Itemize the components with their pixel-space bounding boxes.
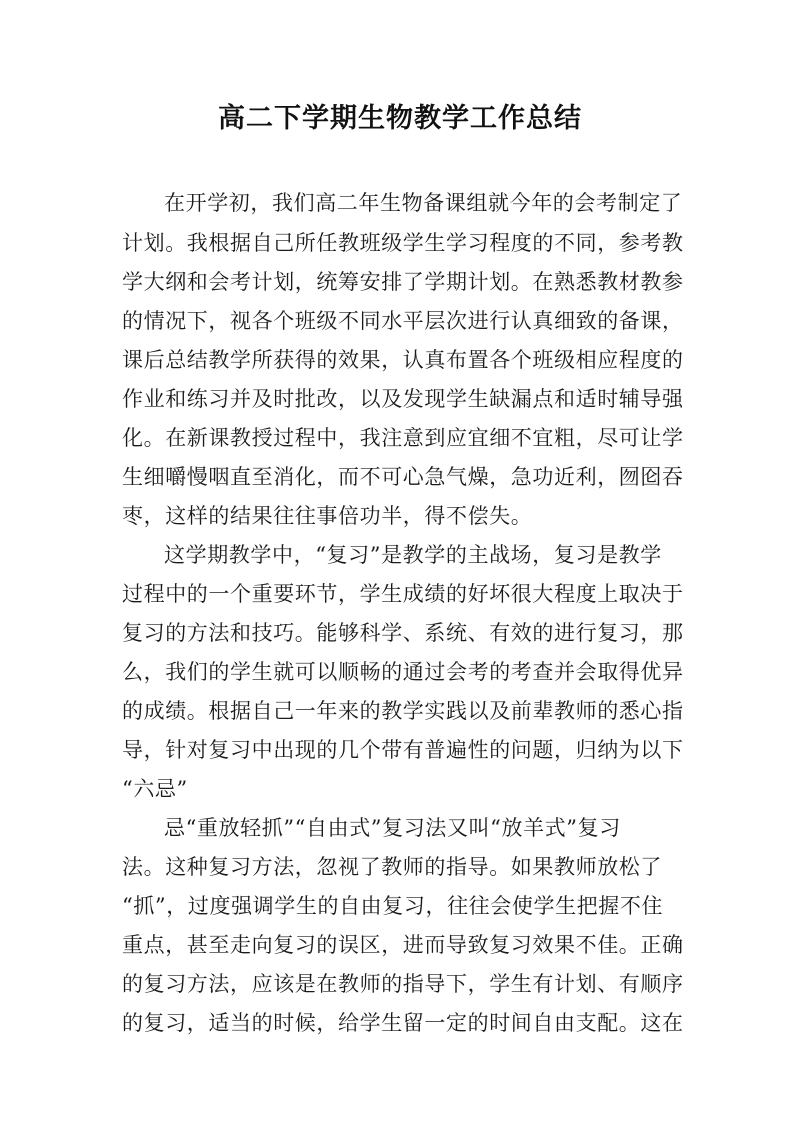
paragraph-1-line-9: 枣，这样的结果往往事倍功半，得不偿失。 — [122, 504, 533, 528]
paragraph-2-line-1: 这学期教学中，“复习”是教学的主战场，复习是教学 — [164, 543, 662, 567]
paragraph-1-line-1: 在开学初，我们高二年生物备课组就今年的会考制定了 — [164, 191, 683, 215]
paragraph-1-line-8: 生细嚼慢咽直至消化，而不可心急气燥，急功近利，囫囵吞 — [122, 465, 684, 489]
document-title: 高二下学期生物教学工作总结 — [218, 103, 582, 134]
paragraph-1-line-6: 作业和练习并及时批改，以及发现学生缺漏点和适时辅导强 — [122, 387, 684, 411]
paragraph-1-line-7: 化。在新课教授过程中，我注意到应宜细不宜粗，尽可让学 — [122, 426, 684, 450]
paragraph-1-line-2: 计划。我根据自己所任教班级学生学习程度的不同，参考教 — [122, 231, 684, 255]
paragraph-3-line-4: 重点，甚至走向复习的误区，进而导致复习效果不佳。正确 — [122, 933, 684, 957]
paragraph-1-line-3: 学大纲和会考计划，统筹安排了学期计划。在熟悉教材教参 — [122, 270, 684, 294]
paragraph-2-line-7: “六忌” — [122, 777, 188, 801]
paragraph-2-line-3: 复习的方法和技巧。能够科学、系统、有效的进行复习，那 — [122, 621, 684, 645]
paragraph-2-line-5: 的成绩。根据自己一年来的教学实践以及前辈教师的悉心指 — [122, 699, 684, 723]
paragraph-3-line-5: 的复习方法，应该是在教师的指导下，学生有计划、有顺序 — [122, 972, 684, 996]
paragraph-3-line-6: 的复习，适当的时候，给学生留一定的时间自由支配。这在 — [122, 1011, 684, 1035]
paragraph-2-line-4: 么，我们的学生就可以顺畅的通过会考的考查并会取得优异 — [122, 660, 684, 684]
paragraph-1-line-4: 的情况下，视各个班级不同水平层次进行认真细致的备课， — [122, 309, 684, 333]
paragraph-1-line-5: 课后总结教学所获得的效果，认真布置各个班级相应程度的 — [122, 348, 684, 372]
paragraph-3-line-1: 忌“重放轻抓”“自由式”复习法又叫“放羊式”复习 — [164, 816, 621, 840]
paragraph-3-line-2: 法。这种复习方法，忽视了教师的指导。如果教师放松了 — [122, 855, 662, 879]
paragraph-2-line-6: 导，针对复习中出现的几个带有普遍性的问题，归纳为以下 — [122, 738, 684, 762]
paragraph-2-line-2: 过程中的一个重要环节，学生成绩的好坏很大程度上取决于 — [122, 582, 684, 606]
paragraph-3-line-3: “抓”，过度强调学生的自由复习，往往会使学生把握不住 — [122, 894, 664, 918]
